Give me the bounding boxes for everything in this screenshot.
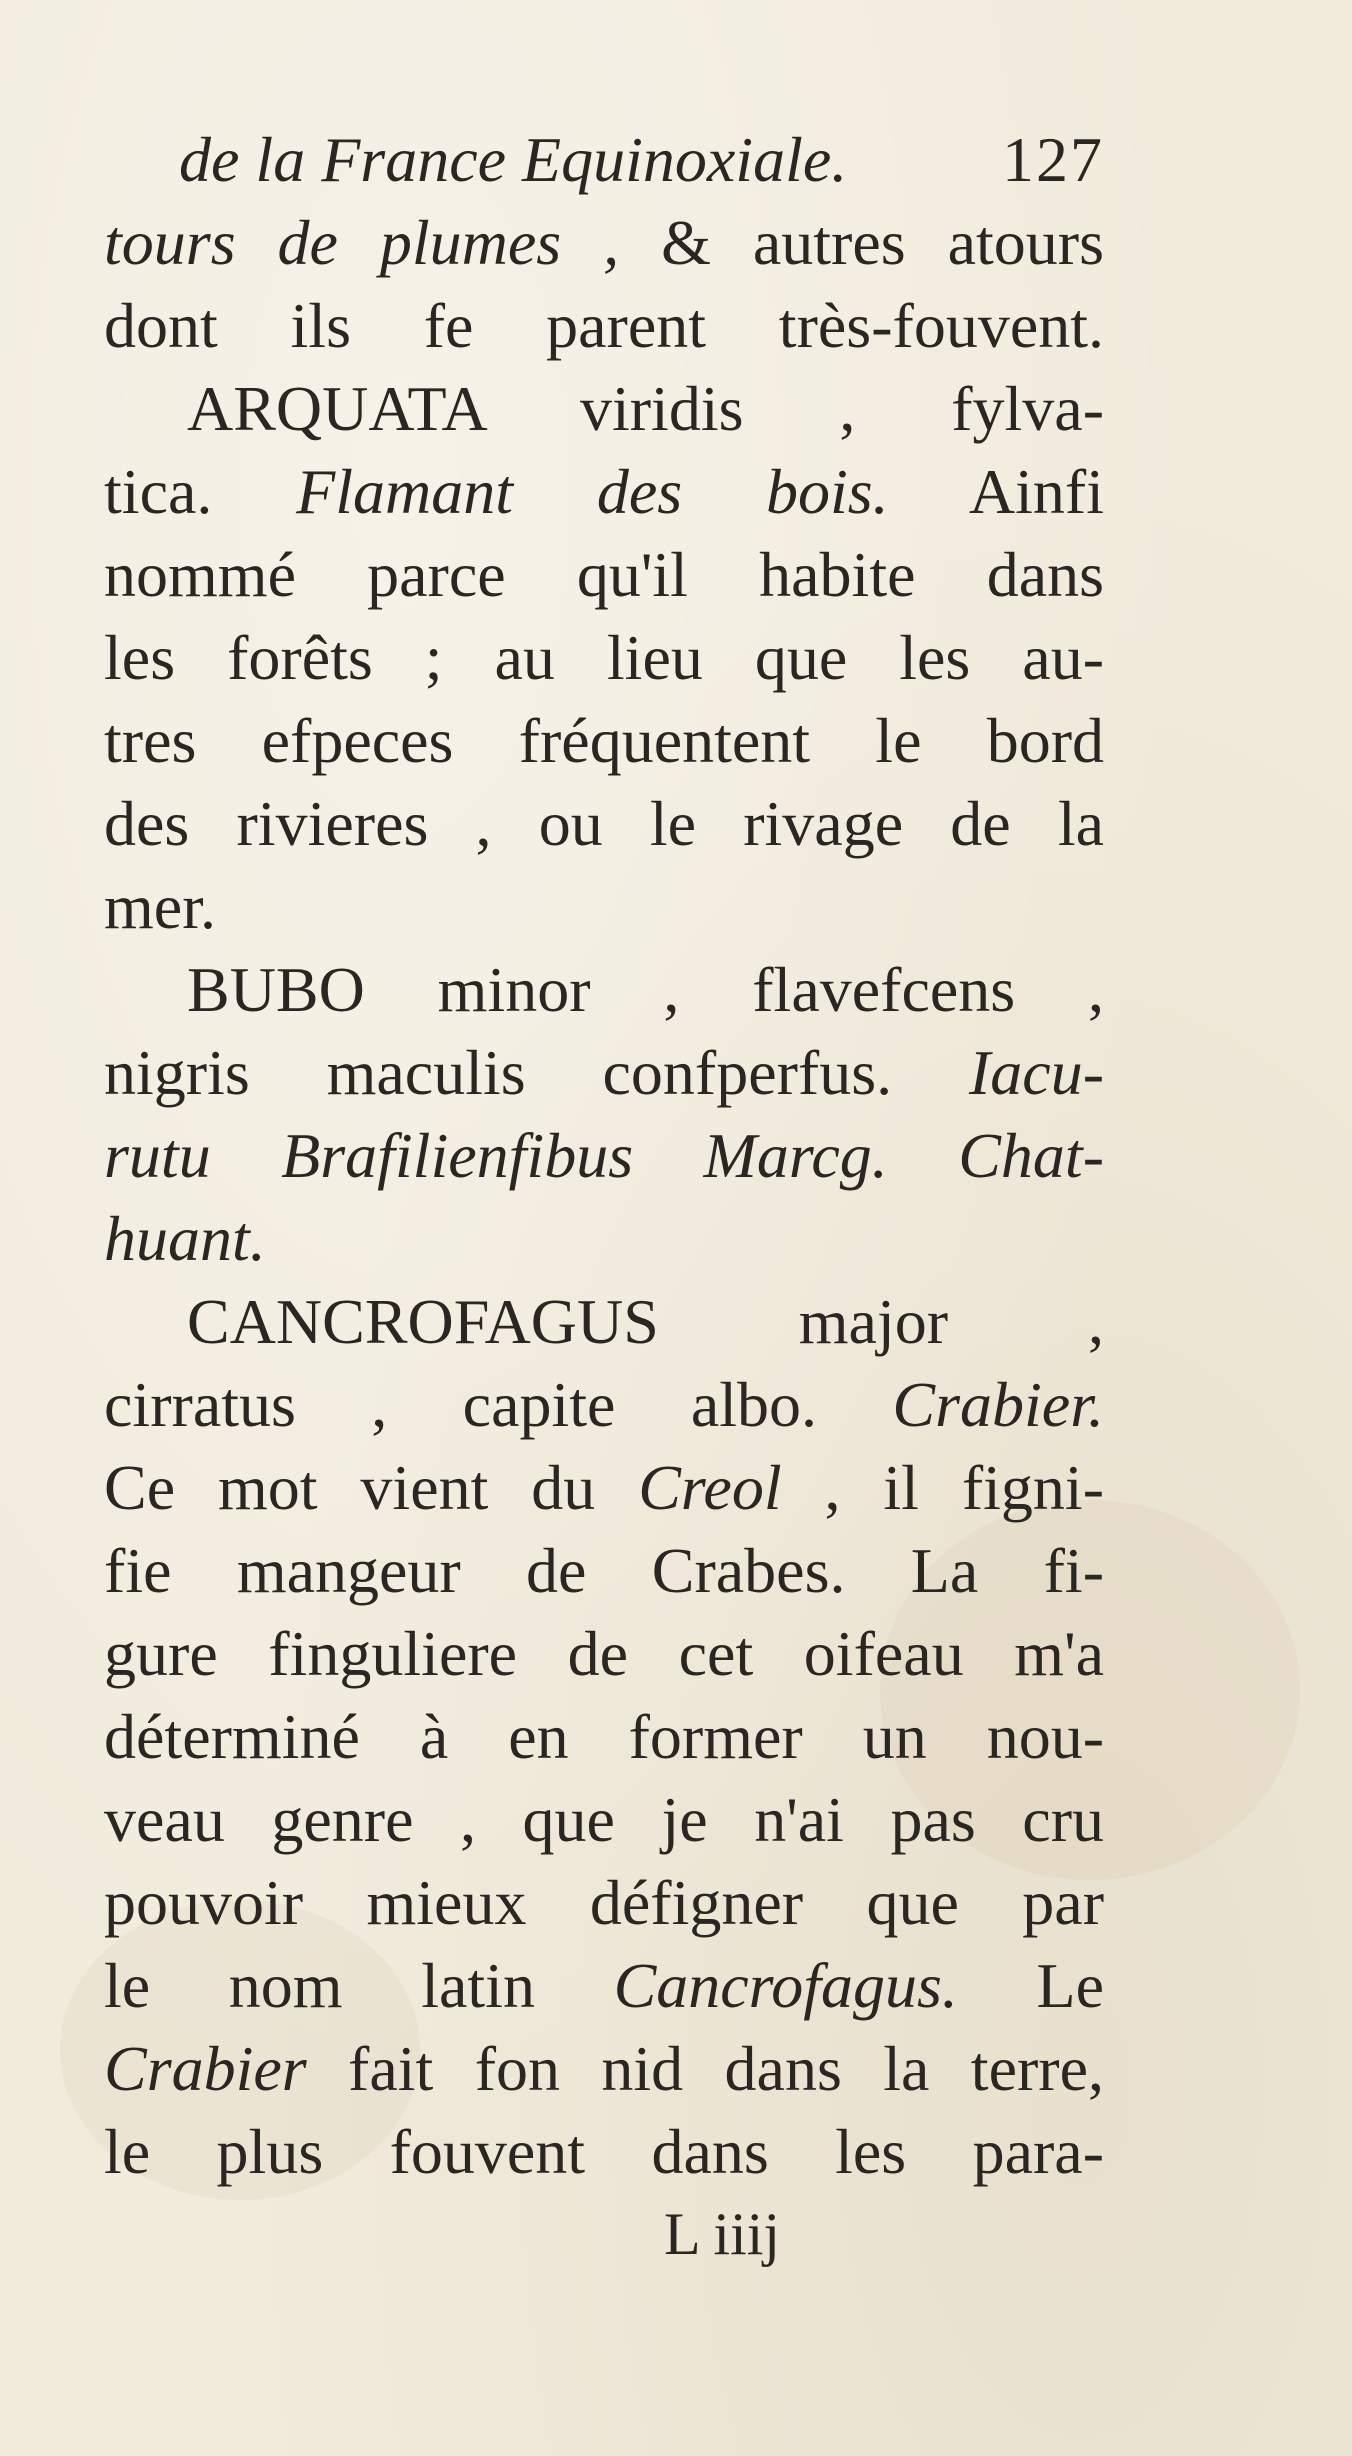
text-line xyxy=(104,1778,1104,1861)
italic-run: tours de plumes , xyxy=(104,207,620,278)
text-run: le plus fouvent dans les para- xyxy=(104,2116,1104,2187)
text-run: ARQUATA viridis , fylva- xyxy=(187,373,1104,444)
text-run: fait fon nid dans la terre, xyxy=(306,2033,1104,2104)
text-line xyxy=(104,1363,1104,1446)
running-header xyxy=(104,118,1104,201)
text-run: CANCROFAGUS major , xyxy=(187,1286,1104,1357)
text-line xyxy=(104,533,1104,616)
text-line xyxy=(104,948,1104,1031)
text-line xyxy=(104,616,1104,699)
text-line xyxy=(104,450,1104,533)
text-line xyxy=(104,1695,1104,1778)
text-run: Ce mot vient du xyxy=(104,1452,639,1523)
text-run: nommé parce qu'il habite dans xyxy=(104,539,1104,610)
running-title: de la France Equinoxiale. xyxy=(179,124,848,195)
signature-mark: L iiij xyxy=(664,2201,781,2267)
text-line xyxy=(104,2110,1104,2193)
text-run: Le xyxy=(957,1950,1105,2021)
text-line xyxy=(104,1944,1104,2027)
text-run: tica. xyxy=(104,456,297,527)
text-run: pouvoir mieux défigner que par xyxy=(104,1867,1104,1938)
text-block xyxy=(104,118,1104,2276)
text-run: gure finguliere de cet oifeau m'a xyxy=(104,1618,1104,1689)
text-run: les forêts ; au lieu que les au- xyxy=(104,622,1104,693)
text-line xyxy=(104,284,1104,367)
text-line xyxy=(104,367,1104,450)
text-line xyxy=(104,1197,1104,1280)
italic-run: huant. xyxy=(104,1203,266,1274)
text-run: , il figni- xyxy=(781,1452,1105,1523)
text-run: fie mangeur de Crabes. La fi- xyxy=(104,1535,1104,1606)
text-line xyxy=(104,1280,1104,1363)
text-run: déterminé à en former un nou- xyxy=(104,1701,1104,1772)
italic-run: Creol xyxy=(638,1452,782,1523)
text-line xyxy=(104,1031,1104,1114)
italic-run: Crabier xyxy=(104,2033,307,2104)
italic-run: Cancrofagus. xyxy=(613,1950,958,2021)
text-run: & autres atours xyxy=(619,207,1105,278)
italic-run: Flamant des bois. xyxy=(296,456,889,527)
text-line xyxy=(104,1529,1104,1612)
text-run: Ainfi xyxy=(888,456,1104,527)
text-run: le nom latin xyxy=(104,1950,614,2021)
italic-run: Iacu- xyxy=(968,1037,1104,1108)
text-run: dont ils fe parent très-fouvent. xyxy=(104,290,1104,361)
text-line xyxy=(104,1861,1104,1944)
text-run: veau genre , que je n'ai pas cru xyxy=(104,1784,1104,1855)
text-run: cirratus , capite albo. xyxy=(104,1369,893,1440)
text-line xyxy=(104,699,1104,782)
text-line xyxy=(104,865,1104,948)
text-line xyxy=(104,2027,1104,2110)
text-run: BUBO minor , flavefcens , xyxy=(187,954,1104,1025)
text-line xyxy=(104,1612,1104,1695)
text-run: des rivieres , ou le rivage de la xyxy=(104,788,1104,859)
page-number: 127 xyxy=(1002,124,1104,195)
text-run: nigris maculis confperfus. xyxy=(104,1037,969,1108)
italic-run: Crabier. xyxy=(892,1369,1104,1440)
text-line xyxy=(104,201,1104,284)
text-run: mer. xyxy=(104,871,216,942)
italic-run: rutu Brafilienfibus Marcg. Chat- xyxy=(104,1120,1104,1191)
text-line xyxy=(104,1114,1104,1197)
text-run: tres efpeces fréquentent le bord xyxy=(104,705,1104,776)
text-line xyxy=(104,1446,1104,1529)
text-line xyxy=(104,782,1104,865)
